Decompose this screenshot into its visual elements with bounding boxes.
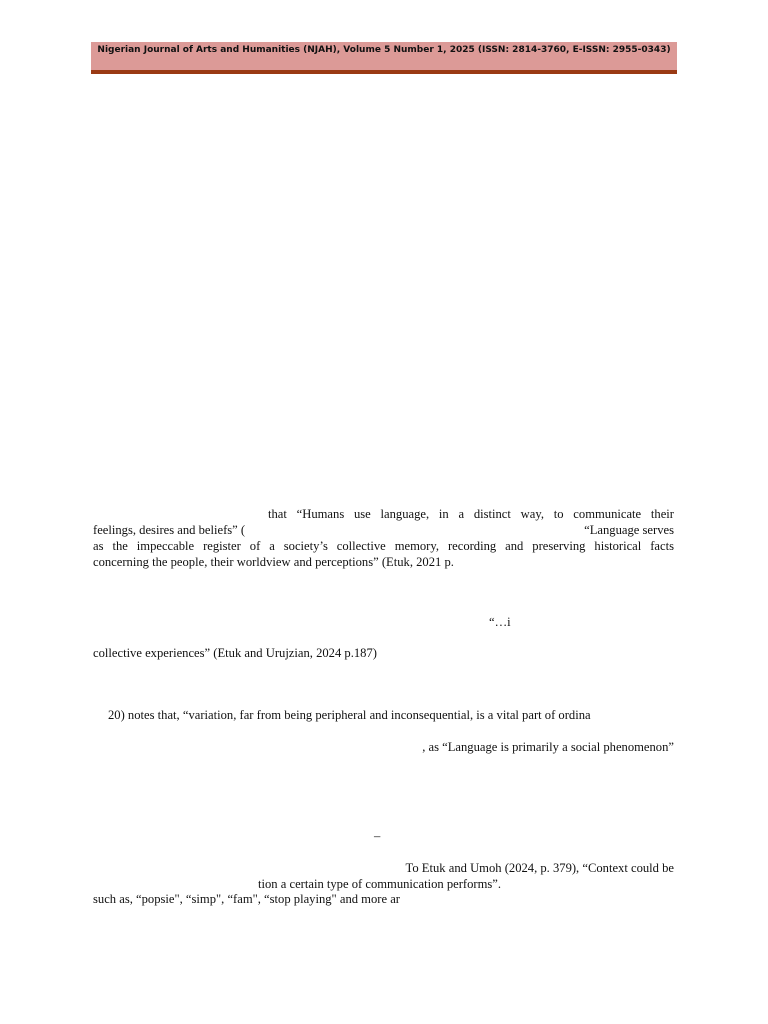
text-line-9: – — [374, 829, 381, 843]
text-line-11: tion a certain type of communication performs”. — [258, 877, 502, 891]
text-line-5: “…i — [489, 615, 511, 629]
text-line-2-right: “Language serves — [584, 523, 674, 537]
journal-header-banner — [91, 42, 677, 74]
text-line-4: concerning the people, their worldview and perceptions” (Etuk, 2021 p. — [93, 555, 454, 569]
text-line-2-left: feelings, desires and beliefs” ( — [93, 523, 246, 537]
text-line-10: To Etuk and Umoh (2024, p. 379), “Context could be — [405, 861, 674, 875]
text-line-8: , as “Language is primarily a social phenomenon” — [422, 740, 674, 754]
text-line-1: that “Humans use language, in a distinct way, to communicate their — [268, 507, 674, 521]
text-line-12: such as, “popsie", “simp", “fam", “stop playing" and more ar — [93, 892, 400, 906]
text-line-3: as the impeccable register of a society’s collective memory, recording and preserving historical facts — [93, 539, 674, 553]
text-line-7: 20) notes that, “variation, far from being peripheral and inconsequential, is a vital part of ordina — [108, 708, 591, 722]
journal-header-title: Nigerian Journal of Arts and Humanities (NJAH), Volume 5 Number 1, 2025 (ISSN: 2814-3760, E-ISSN: 2955-0343) — [97, 45, 671, 55]
text-line-6: collective experiences” (Etuk and Urujzian, 2024 p.187) — [93, 646, 377, 660]
